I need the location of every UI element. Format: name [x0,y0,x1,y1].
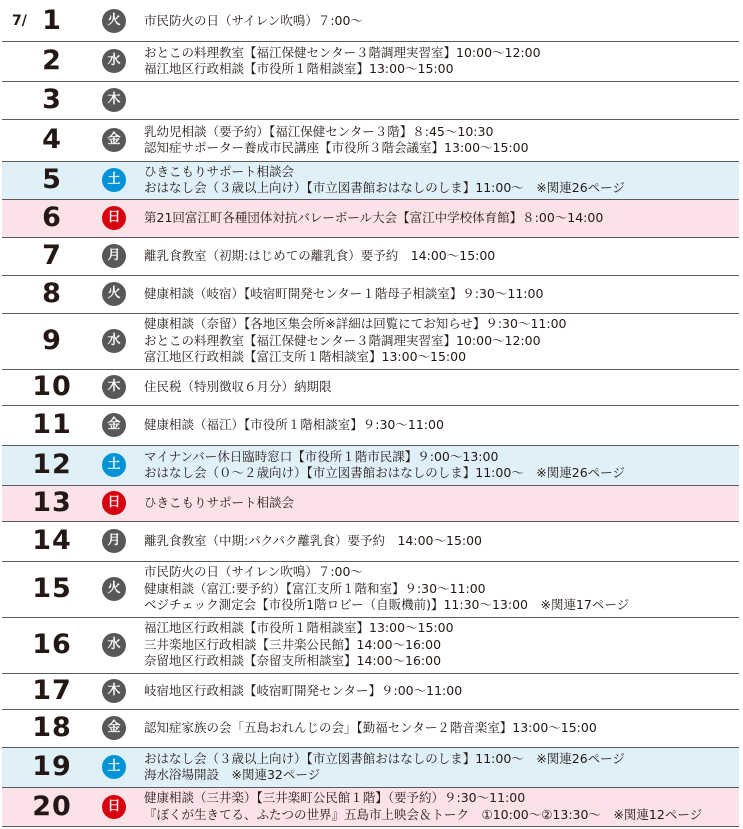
calendar-row [2,710,739,748]
weekday-badge: 木 [102,88,126,112]
weekday-badge: 日 [102,795,126,819]
weekday-badge: 月 [102,529,126,553]
calendar-row [2,162,739,200]
event-item: マイナンバー休日臨時窓口【市役所１階市民課】９:00～13:00 [144,448,499,464]
event-item: 離乳食教室（初期:はじめての離乳食）要予約 14:00～15:00 [144,247,496,263]
calendar-row [2,120,739,162]
calendar-row [2,276,739,314]
day-number: 3 [42,84,62,115]
event-list [144,751,733,784]
event-list [144,790,733,823]
weekday-badge: 火 [102,9,126,33]
calendar-row [2,82,739,120]
calendar-row [2,618,739,674]
event-list [144,379,733,396]
event-item: おとこの料理教室【福江保健センター３階調理実習室】10:00～12:00 [144,332,541,348]
month-label: 7/ [12,13,27,29]
event-item: 健康相談（岐宿）【岐宿町開発センター１階母子相談室】９:30～11:00 [144,285,544,301]
calendar-row [2,2,739,42]
event-item: 福江地区行政相談【市役所１階相談室】13:00～15:00 [144,61,454,76]
event-item: 福江地区行政相談【市役所１階相談室】13:00～15:00 [144,620,454,636]
calendar-row [2,200,739,238]
event-list [144,45,733,78]
event-list [144,495,733,512]
event-list [144,417,733,434]
event-list [144,720,733,737]
calendar-row [2,674,739,710]
event-item: 岐宿地区行政相談【岐宿町開発センター】９:00～11:00 [144,682,463,698]
event-item: 健康相談（三井楽）【三井楽町公民館１階】（要予約）９:30～11:00 [144,790,526,805]
event-item: 認知症サポーター養成市民講座【市役所３階会議室】13:00～15:00 [144,140,529,155]
event-item: おとこの料理教室【福江保健センター３階調理実習室】10:00～12:00 [144,44,541,60]
event-item: 市民防火の日（サイレン吹鳴）７:00～ [144,564,363,580]
event-list [144,620,733,670]
weekday-badge: 木 [102,679,126,703]
event-list [144,564,733,614]
weekday-badge: 木 [102,375,126,399]
event-list [144,13,733,30]
event-item: ひきこもりサポート相談会 [144,163,295,179]
calendar-row [2,562,739,618]
event-item: ベジチェック測定会【市役所1階ロビー（自販機前)】11:30～13:00 ※関連17ページ [144,597,630,613]
calendar-row [2,238,739,276]
weekday-badge: 火 [102,577,126,601]
event-item: 海水浴場開設 ※関連32ページ [144,767,321,782]
event-item: 三井楽地区行政相談【三井楽公民館】14:00～16:00 [144,636,442,652]
weekday-badge: 日 [102,491,126,515]
event-item: 認知症家族の会「五島おれんじの会」【勤福センター２階音楽室】13:00～15:00 [144,719,597,735]
day-number: 9 [42,325,62,356]
weekday-badge: 金 [102,413,126,437]
day-number: 11 [32,409,72,440]
calendar-row [2,314,739,370]
event-item: 乳幼児相談（要予約）【福江保健センター３階】８:45～10:30 [144,123,494,139]
weekday-badge: 水 [102,49,126,73]
event-item: おはなし会（０～２歳向け）【市立図書館おはなしのしま】11:00～ ※関連26ページ [144,465,625,480]
event-list [144,164,733,197]
day-number: 8 [42,278,62,309]
event-item: 健康相談（奈留）【各地区集会所※詳細は回覧にてお知らせ】９:30～11:00 [144,316,567,332]
day-number: 19 [32,751,72,782]
day-number: 10 [32,371,72,402]
event-item: 第21回富江町各種団体対抗バレーボール大会【富江中学校体育館】８:00～14:00 [144,209,604,225]
calendar-row [2,42,739,82]
calendar-row [2,486,739,522]
calendar-row [2,522,739,562]
event-item: 健康相談（福江）【市役所１階相談室】９:30～11:00 [144,416,444,432]
weekday-badge: 金 [102,716,126,740]
calendar-row [2,446,739,486]
day-number: 4 [42,124,62,155]
event-list [144,316,733,366]
event-item: 健康相談（富江:要予約）【富江支所１階和室】９:30～11:00 [144,580,486,596]
event-item: 市民防火の日（サイレン吹鳴）７:00～ [144,12,363,28]
weekday-badge: 水 [102,633,126,657]
event-item: 富江地区行政相談【富江支所１階相談室】13:00～15:00 [144,349,467,365]
weekday-badge: 日 [102,206,126,230]
weekday-badge: 火 [102,282,126,306]
day-number: 1 [42,5,62,36]
event-item: 離乳食教室（中期:パクパク離乳食）要予約 14:00～15:00 [144,532,483,548]
event-list [144,248,733,265]
weekday-badge: 土 [102,168,126,192]
day-number: 16 [32,629,72,660]
event-item: 奈留地区行政相談【奈留支所相談室】14:00～16:00 [144,653,442,669]
event-item: おはなし会（３歳以上向け）【市立図書館おはなしのしま】11:00～ ※関連26ページ [144,750,625,766]
calendar-row [2,748,739,788]
weekday-badge: 金 [102,128,126,152]
day-number: 20 [32,790,72,822]
day-number: 17 [32,675,72,706]
day-number: 7 [42,240,62,271]
day-number: 18 [32,712,72,743]
weekday-badge: 土 [102,453,126,477]
weekday-badge: 土 [102,755,126,779]
event-item: ひきこもりサポート相談会 [144,494,295,510]
event-item: 『ぼくが生きてる、ふたつの世界』五島市上映会＆トーク ①10:00～②13:30～ ※関連12ページ [144,806,703,822]
day-number: 14 [32,525,72,556]
event-list [144,533,733,550]
event-list [144,449,733,482]
event-list [144,124,733,157]
day-number: 12 [32,449,72,480]
day-number: 13 [32,487,72,518]
calendar-row [2,788,739,827]
calendar-row [2,406,739,446]
day-number: 2 [42,45,62,76]
day-number: 6 [42,202,62,233]
event-item: 住民税（特別徴収６月分）納期限 [144,378,332,394]
calendar-row [2,370,739,406]
event-list [144,683,733,700]
weekday-badge: 水 [102,329,126,353]
event-item: おはなし会（３歳以上向け）【市立図書館おはなしのしま】11:00～ ※関連26ページ [144,180,625,195]
event-list [144,286,733,303]
event-list [144,210,733,227]
day-number: 15 [32,573,72,604]
weekday-badge: 月 [102,244,126,268]
day-number: 5 [42,164,62,195]
